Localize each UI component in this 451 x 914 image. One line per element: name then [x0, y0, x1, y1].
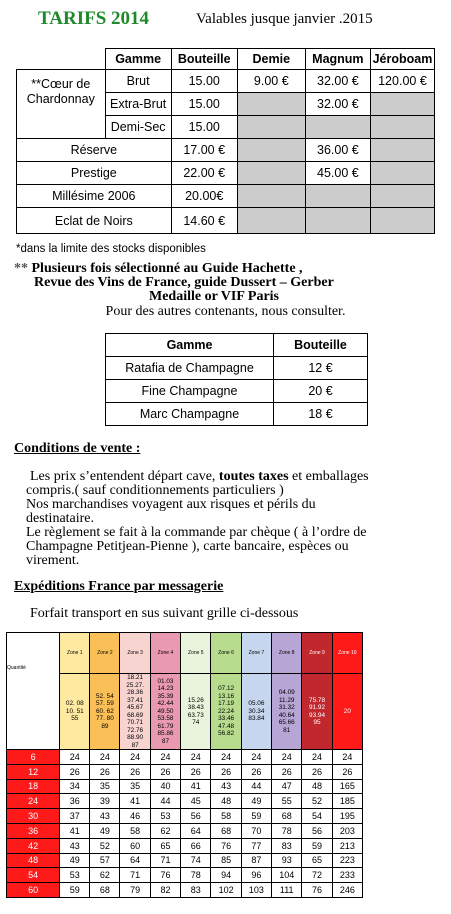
price-cell: 213 — [332, 838, 362, 853]
price-cell-empty — [370, 93, 434, 116]
zone-departments: 07.12 13.16 17.19 22.24 33.46 47.48 56.82 — [211, 674, 241, 750]
price-cell: 24 — [60, 750, 90, 765]
price-cell: 72 — [302, 868, 332, 883]
price-cell: 70 — [241, 823, 271, 838]
price-cell: 49 — [241, 794, 271, 809]
price-cell: 41 — [181, 779, 211, 794]
price-cell: 14.60 € — [171, 208, 237, 234]
guide-line: Plusieurs fois sélectionné au Guide Hachette , — [31, 261, 303, 276]
zone-departments: 20 — [332, 674, 362, 750]
price-cell: 87 — [241, 853, 271, 868]
column-header: Magnum — [305, 49, 370, 70]
price-cell: 78 — [181, 868, 211, 883]
price-cell: 37 — [60, 809, 90, 824]
table-row — [7, 794, 363, 809]
price-cell-empty — [370, 185, 434, 208]
conditions-text: compris.( sauf conditionnements particuliers ) — [26, 483, 284, 498]
price-cell: 43 — [90, 809, 120, 824]
conditions-text: virement. — [26, 553, 80, 568]
price-cell: 26 — [272, 764, 302, 779]
quantity-cell: 24 — [7, 794, 60, 809]
price-cell: 26 — [60, 764, 90, 779]
price-cell: 78 — [272, 823, 302, 838]
price-cell: 165 — [332, 779, 362, 794]
price-cell: 48 — [302, 779, 332, 794]
price-cell: 223 — [332, 853, 362, 868]
price-cell-empty — [370, 139, 434, 162]
row-name: Millésime 2006 — [17, 185, 172, 208]
price-cell: 39 — [90, 794, 120, 809]
price-cell: 54 — [302, 809, 332, 824]
price-cell: 62 — [150, 823, 180, 838]
price-cell: 36 — [60, 794, 90, 809]
guide-line: Revue des Vins de France, guide Dussert – Gerber — [34, 275, 334, 290]
price-cell: 71 — [120, 868, 150, 883]
other-products-table — [105, 333, 368, 426]
price-cell: 59 — [241, 809, 271, 824]
row-name: Prestige — [17, 162, 172, 185]
row-name: Fine Champagne — [106, 380, 274, 403]
quantity-cell: 6 — [7, 750, 60, 765]
stock-note: *dans la limite des stocks disponibles — [16, 243, 206, 255]
zone-departments: 18.21 25.27. 28.36 37.41 45.67 68.69 70.71 72.76 88.90 87 — [120, 674, 150, 750]
price-cell: 26 — [90, 764, 120, 779]
price-cell: 111 — [272, 883, 302, 898]
price-cell: 59 — [60, 883, 90, 898]
price-cell: 56 — [302, 823, 332, 838]
table-row — [7, 809, 363, 824]
price-cell: 66 — [181, 838, 211, 853]
price-cell-empty — [237, 116, 305, 139]
price-cell: 24 — [302, 750, 332, 765]
conditions-text: Champagne Petitjean-Pienne ), carte bancaire, espèces ou — [26, 539, 349, 554]
column-header: Bouteille — [274, 334, 368, 357]
shipping-title: Expéditions France par messagerie — [14, 579, 224, 594]
price-cell: 18 € — [274, 403, 368, 426]
table-row — [17, 139, 435, 162]
price-cell: 9.00 € — [237, 70, 305, 93]
price-cell: 74 — [181, 853, 211, 868]
price-cell: 26 — [181, 764, 211, 779]
price-cell-empty — [237, 93, 305, 116]
price-cell: 58 — [120, 823, 150, 838]
row-name: Demi-Sec — [105, 116, 171, 139]
price-cell: 22.00 € — [171, 162, 237, 185]
quantity-cell: 48 — [7, 853, 60, 868]
price-cell: 49 — [60, 853, 90, 868]
column-header: Jéroboam — [370, 49, 434, 70]
price-cell-empty — [237, 162, 305, 185]
price-cell: 24 — [241, 750, 271, 765]
quantity-cell: 18 — [7, 779, 60, 794]
column-header: Demie — [237, 49, 305, 70]
row-name: Réserve — [17, 139, 172, 162]
price-cell: 12 € — [274, 357, 368, 380]
quantity-cell: 60 — [7, 883, 60, 898]
zone-header: Zone 1 — [60, 633, 90, 674]
price-cell: 24 — [181, 750, 211, 765]
price-cell-empty — [305, 185, 370, 208]
price-cell: 76 — [150, 868, 180, 883]
zone-departments: 01.03 14.23 35.39 42.44 49.50 53.58 61.79 85.86 87 — [150, 674, 180, 750]
zone-departments: 02. 08 10. 51 55 — [60, 674, 90, 750]
conditions-text: Les prix s’entendent départ cave, — [30, 469, 219, 484]
price-cell: 40 — [150, 779, 180, 794]
price-cell: 32.00 € — [305, 93, 370, 116]
row-name: Eclat de Noirs — [17, 208, 172, 234]
price-cell: 26 — [332, 764, 362, 779]
zone-header: Zone 10 — [332, 633, 362, 674]
price-cell-empty — [237, 208, 305, 234]
price-cell: 52 — [302, 794, 332, 809]
price-cell: 44 — [150, 794, 180, 809]
page-title: TARIFS 2014 — [38, 8, 150, 29]
conditions-paragraph — [26, 469, 430, 568]
price-cell: 49 — [90, 823, 120, 838]
price-cell: 26 — [302, 764, 332, 779]
price-cell: 83 — [181, 883, 211, 898]
price-cell: 94 — [211, 868, 241, 883]
price-cell: 15.00 — [171, 116, 237, 139]
price-cell: 24 — [90, 750, 120, 765]
conditions-text: destinataire. — [26, 511, 95, 526]
price-cell: 233 — [332, 868, 362, 883]
group-label-line: Chardonnay — [26, 92, 95, 106]
price-cell: 83 — [272, 838, 302, 853]
conditions-text: Nos marchandises voyagent aux risques et périls du — [26, 497, 316, 512]
column-header: Bouteille — [171, 49, 237, 70]
price-cell: 17.00 € — [171, 139, 237, 162]
quantity-cell: 36 — [7, 823, 60, 838]
table-row — [7, 838, 363, 853]
price-cell: 41 — [60, 823, 90, 838]
table-row — [17, 185, 435, 208]
row-name: Marc Champagne — [106, 403, 274, 426]
table-row — [7, 750, 363, 765]
price-cell: 96 — [241, 868, 271, 883]
price-cell: 26 — [120, 764, 150, 779]
conditions-text: Le règlement se fait à la commande par chèque ( à l’ordre de — [26, 525, 367, 540]
price-cell: 20.00€ — [171, 185, 237, 208]
quantity-cell: 30 — [7, 809, 60, 824]
price-cell: 15.00 — [171, 93, 237, 116]
conditions-bold-text: toutes taxes — [218, 469, 289, 484]
price-cell: 76 — [302, 883, 332, 898]
quantity-cell: 54 — [7, 868, 60, 883]
price-cell: 55 — [272, 794, 302, 809]
row-name: Brut — [105, 70, 171, 93]
zone-header: Zone 2 — [90, 633, 120, 674]
row-name: Extra-Brut — [105, 93, 171, 116]
zone-header: Zone 3 — [120, 633, 150, 674]
other-table-header — [106, 334, 368, 357]
table-row — [17, 208, 435, 234]
other-containers-note: Pour des autres contenants, nous consulter. — [105, 304, 346, 319]
price-cell: 47 — [272, 779, 302, 794]
zone-header: Zone 6 — [211, 633, 241, 674]
price-cell: 43 — [211, 779, 241, 794]
price-cell: 65 — [302, 853, 332, 868]
conditions-text: et emballages — [288, 469, 369, 484]
price-cell: 43 — [60, 838, 90, 853]
zone-departments: 05.06 30.34 83.84 — [241, 674, 271, 750]
price-cell: 44 — [241, 779, 271, 794]
price-cell: 15.00 — [171, 70, 237, 93]
quantity-cell: 12 — [7, 764, 60, 779]
price-cell: 24 — [211, 750, 241, 765]
price-cell: 56 — [181, 809, 211, 824]
zone-header-row — [7, 633, 363, 674]
price-cell: 93 — [272, 853, 302, 868]
price-cell: 58 — [211, 809, 241, 824]
shipping-table — [6, 632, 363, 898]
zone-header: Zone 9 — [302, 633, 332, 674]
price-cell-empty — [370, 162, 434, 185]
guide-note — [14, 262, 414, 304]
price-cell: 60 — [120, 838, 150, 853]
price-cell: 71 — [150, 853, 180, 868]
price-cell: 53 — [60, 868, 90, 883]
price-cell: 26 — [211, 764, 241, 779]
shipping-subtitle: Forfait transport en sus suivant grille ci-dessous — [30, 606, 299, 621]
table-row — [7, 823, 363, 838]
price-cell-empty — [305, 208, 370, 234]
row-name: Ratafia de Champagne — [106, 357, 274, 380]
conditions-title: Conditions de vente : — [14, 441, 141, 456]
table-row — [7, 868, 363, 883]
price-cell: 120.00 € — [370, 70, 434, 93]
price-cell: 85 — [211, 853, 241, 868]
quantity-cell: 42 — [7, 838, 60, 853]
price-cell-empty — [305, 116, 370, 139]
price-cell: 41 — [120, 794, 150, 809]
price-cell: 59 — [302, 838, 332, 853]
price-table — [16, 48, 435, 234]
table-row — [106, 380, 368, 403]
price-cell: 34 — [60, 779, 90, 794]
quantity-header-label: Quantité — [7, 665, 26, 671]
zone-departments: 75.78 91.92 93.94 95 — [302, 674, 332, 750]
price-cell: 24 — [272, 750, 302, 765]
price-cell: 185 — [332, 794, 362, 809]
price-cell: 36.00 € — [305, 139, 370, 162]
price-cell: 57 — [90, 853, 120, 868]
price-cell: 45.00 € — [305, 162, 370, 185]
price-cell: 24 — [120, 750, 150, 765]
price-cell-empty — [370, 208, 434, 234]
validity-text: Valables jusque janvier .2015 — [196, 11, 373, 27]
price-cell: 79 — [120, 883, 150, 898]
price-cell: 68 — [90, 883, 120, 898]
price-cell: 62 — [90, 868, 120, 883]
price-cell: 35 — [120, 779, 150, 794]
price-cell: 64 — [181, 823, 211, 838]
table-row — [7, 883, 363, 898]
table-row — [7, 779, 363, 794]
zone-departments: 15.26 38.43 63.73 74 — [181, 674, 211, 750]
price-cell-empty — [237, 139, 305, 162]
zone-departments-row — [7, 674, 363, 750]
group-label-line: **Cœur de — [31, 77, 91, 91]
price-cell: 68 — [211, 823, 241, 838]
price-cell: 52 — [90, 838, 120, 853]
price-cell: 20 € — [274, 380, 368, 403]
column-header: Gamme — [105, 49, 171, 70]
price-cell: 64 — [120, 853, 150, 868]
price-cell: 195 — [332, 809, 362, 824]
price-cell: 48 — [211, 794, 241, 809]
zone-departments: 04.09 11.29 31.32 40.64 65.66 81 — [272, 674, 302, 750]
price-cell: 68 — [272, 809, 302, 824]
table-row — [106, 403, 368, 426]
column-header: Gamme — [106, 334, 274, 357]
zone-header: Zone 4 — [150, 633, 180, 674]
price-cell: 26 — [241, 764, 271, 779]
price-cell-empty — [370, 116, 434, 139]
guide-line: Medaille or VIF Paris — [149, 289, 279, 304]
table-row — [7, 853, 363, 868]
empty-corner — [17, 49, 106, 70]
table-row — [106, 357, 368, 380]
price-cell: 35 — [90, 779, 120, 794]
price-cell: 246 — [332, 883, 362, 898]
guide-star: ** — [14, 261, 28, 276]
price-cell: 104 — [272, 868, 302, 883]
price-cell: 103 — [241, 883, 271, 898]
price-cell: 24 — [150, 750, 180, 765]
table-row — [17, 162, 435, 185]
price-cell: 82 — [150, 883, 180, 898]
price-table-header — [17, 49, 435, 70]
zone-header: Zone 7 — [241, 633, 271, 674]
price-cell: 76 — [211, 838, 241, 853]
price-cell: 32.00 € — [305, 70, 370, 93]
price-cell: 24 — [332, 750, 362, 765]
zone-header: Zone 8 — [272, 633, 302, 674]
zone-departments: 52. 54 57. 59 60. 62 77. 80 89 — [90, 674, 120, 750]
price-cell: 45 — [181, 794, 211, 809]
zone-header: Zone 5 — [181, 633, 211, 674]
price-cell: 53 — [150, 809, 180, 824]
price-cell: 46 — [120, 809, 150, 824]
price-cell-empty — [237, 185, 305, 208]
quantity-header — [7, 633, 60, 750]
table-row — [17, 70, 435, 93]
price-cell: 203 — [332, 823, 362, 838]
price-cell: 65 — [150, 838, 180, 853]
group-label — [17, 70, 106, 139]
table-row — [7, 764, 363, 779]
price-cell: 26 — [150, 764, 180, 779]
price-cell: 77 — [241, 838, 271, 853]
price-cell: 102 — [211, 883, 241, 898]
